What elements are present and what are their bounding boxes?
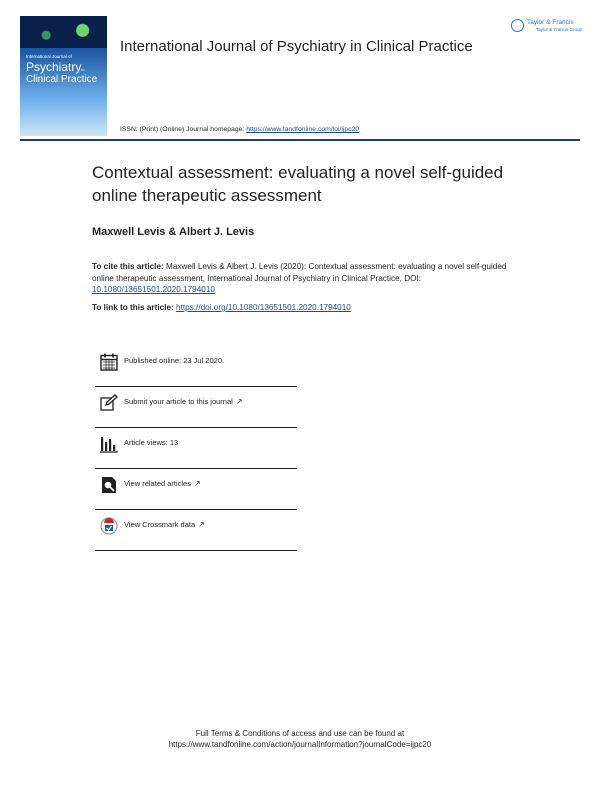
cover-line2-text: Psychiatry — [26, 60, 82, 74]
cite-doi-link[interactable]: 10.1080/13651501.2020.1794010 — [92, 285, 215, 294]
related-articles-text: View related articles — [124, 479, 191, 488]
publisher-logo-icon — [511, 19, 524, 32]
crossmark-link[interactable] — [124, 520, 205, 529]
journal-cover — [20, 16, 107, 136]
journal-title: International Journal of Psychiatry in Clinical Practice — [120, 38, 473, 55]
header-divider — [20, 139, 580, 141]
article-info-list — [95, 346, 297, 551]
related-articles-icon — [100, 476, 118, 494]
footer — [0, 728, 600, 750]
citation — [92, 261, 512, 296]
cover-line3: Clinical Practice — [26, 74, 98, 85]
external-link-icon: ↗ — [235, 397, 243, 406]
article-authors: Maxwell Levis & Albert J. Levis — [92, 226, 255, 238]
link-label: To link to this article: — [92, 303, 177, 312]
journal-homepage-link[interactable]: https://www.tandfonline.com/loi/ijpc20 — [246, 126, 360, 133]
published-row — [95, 346, 297, 387]
cover-line1: International Journal of — [26, 54, 72, 59]
article-title: Contextual assessment: evaluating a novel self-guided online therapeutic assessment — [92, 163, 504, 205]
related-articles-link[interactable] — [124, 479, 201, 488]
external-link-icon: ↗ — [198, 520, 205, 529]
calendar-icon — [100, 353, 118, 371]
article-views: Article views: 13 — [124, 438, 179, 447]
footer-url[interactable]: https://www.tandfonline.com/action/journalInformation?journalCode=ijpc20 — [168, 740, 432, 749]
views-row — [95, 428, 297, 469]
publisher-logo[interactable] — [511, 17, 583, 35]
footer-terms: Full Terms & Conditions of access and use can be found at — [195, 729, 405, 738]
cover-artwork — [20, 16, 107, 48]
issn-line — [120, 126, 359, 133]
edit-icon — [100, 394, 118, 412]
related-row[interactable] — [95, 469, 297, 510]
submit-row[interactable] — [95, 387, 297, 428]
submit-article-text: Submit your article to this journal — [124, 397, 233, 406]
article-doi-link[interactable]: https://doi.org/10.1080/13651501.2020.1794010 — [176, 303, 351, 312]
bar-chart-icon — [100, 435, 118, 453]
issn-text: ISSN: (Print) (Online) Journal homepage: — [120, 126, 247, 133]
article-link-line — [92, 303, 351, 312]
crossmark-row[interactable] — [95, 510, 297, 551]
cover-line2-suffix: in — [81, 67, 85, 72]
cite-label: To cite this article: — [92, 262, 164, 271]
submit-article-link[interactable] — [124, 397, 243, 406]
publisher-sub: Taylor & Francis Group — [536, 27, 583, 32]
published-date: Published online: 23 Jul 2020. — [124, 356, 225, 365]
publisher-name: Taylor & Francis — [527, 19, 574, 26]
cite-text: Maxwell Levis & Albert J. Levis (2020): Contextual assessment: evaluating a novel self-guided online therapeutic assessment, International Journal of Psychiatry in Clinical Practice, DOI: — [92, 262, 507, 283]
external-link-icon: ↗ — [193, 479, 201, 488]
crossmark-text: View Crossmark data — [124, 520, 196, 529]
crossmark-icon — [100, 517, 118, 535]
